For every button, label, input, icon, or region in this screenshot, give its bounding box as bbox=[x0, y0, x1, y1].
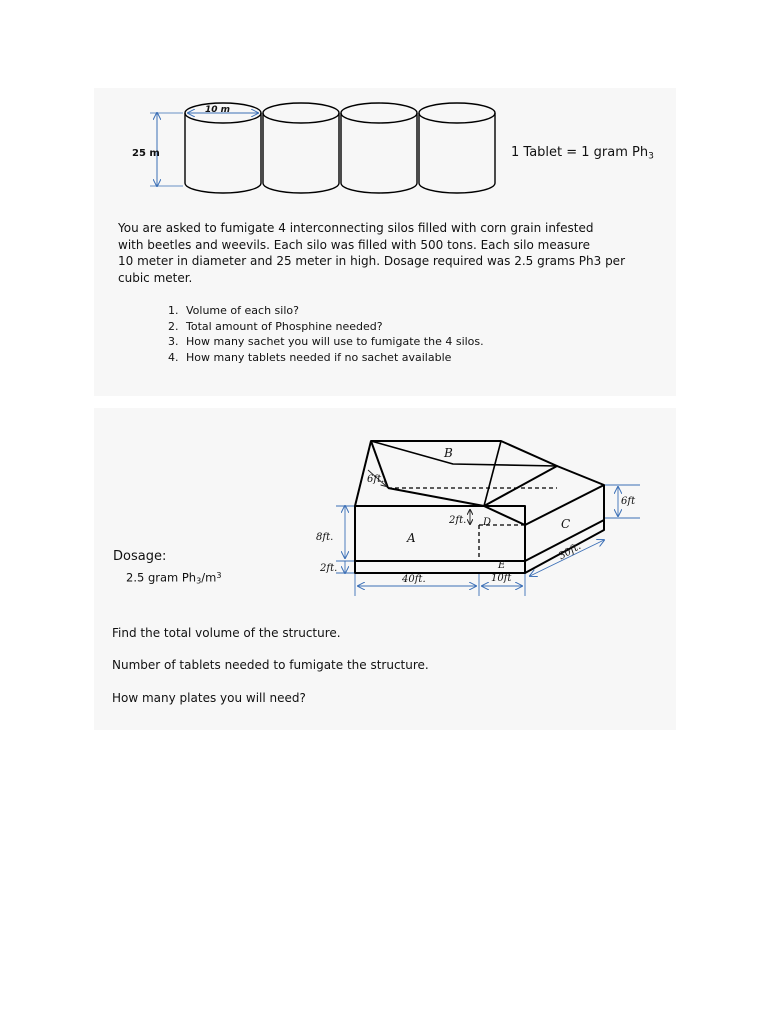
dim-6ft-slope: 6ft. bbox=[367, 474, 385, 485]
silo-questions bbox=[164, 303, 484, 365]
silo-4 bbox=[419, 103, 495, 193]
label-A: A bbox=[407, 531, 416, 545]
dim-10ft: 10ft bbox=[491, 573, 512, 584]
silo-2 bbox=[263, 103, 339, 193]
structure-question-3: How many plates you will need? bbox=[112, 691, 306, 705]
dim-2ft-mid: 2ft. bbox=[449, 515, 467, 526]
dim-40ft: 40ft. bbox=[402, 574, 426, 585]
question-item: 2. Total amount of Phosphine needed? bbox=[182, 319, 484, 335]
silo-3 bbox=[341, 103, 417, 193]
label-D: D bbox=[483, 517, 492, 528]
label-B: B bbox=[444, 446, 453, 460]
diameter-label: 10 m bbox=[205, 105, 231, 115]
silo-problem-paragraph bbox=[118, 220, 658, 286]
label-C: C bbox=[561, 517, 571, 531]
dimension-lines bbox=[336, 485, 640, 596]
structure-question-2: Number of tablets needed to fumigate the structure. bbox=[112, 658, 429, 672]
dim-30ft: 30ft. bbox=[557, 540, 583, 563]
question-item: 4. How many tablets needed if no sachet available bbox=[182, 350, 484, 366]
dosage-value: 2.5 gram $Ph_3/m^3$ bbox=[126, 570, 222, 586]
silo-1 bbox=[185, 103, 261, 193]
question-item: 3. How many sachet you will use to fumigate the 4 silos. bbox=[182, 334, 484, 350]
tablet-note: 1 Tablet = 1 gram $Ph_3$ bbox=[511, 145, 654, 162]
label-E: E bbox=[498, 560, 506, 571]
paragraph-line: with beetles and weevils. Each silo was filled with 500 tons. Each silo measure bbox=[118, 237, 590, 252]
paragraph-line: cubic meter. bbox=[118, 270, 193, 285]
dosage-heading: Dosage: bbox=[113, 549, 167, 564]
paragraph-line: 10 meter in diameter and 25 meter in high. Dosage required was 2.5 grams Ph3 per bbox=[118, 254, 625, 268]
question-item: 1. Volume of each silo? bbox=[182, 303, 484, 319]
hidden-lines bbox=[388, 488, 557, 561]
structure-question-1: Find the total volume of the structure. bbox=[112, 626, 341, 640]
paragraph-line: You are asked to fumigate 4 interconnecting silos filled with corn grain infested bbox=[118, 221, 594, 235]
dim-2ft-left: 2ft. bbox=[320, 563, 338, 574]
dim-6ft-right: 6ft bbox=[621, 496, 636, 507]
height-label: 25 m bbox=[132, 148, 160, 159]
dim-8ft: 8ft. bbox=[316, 532, 334, 543]
